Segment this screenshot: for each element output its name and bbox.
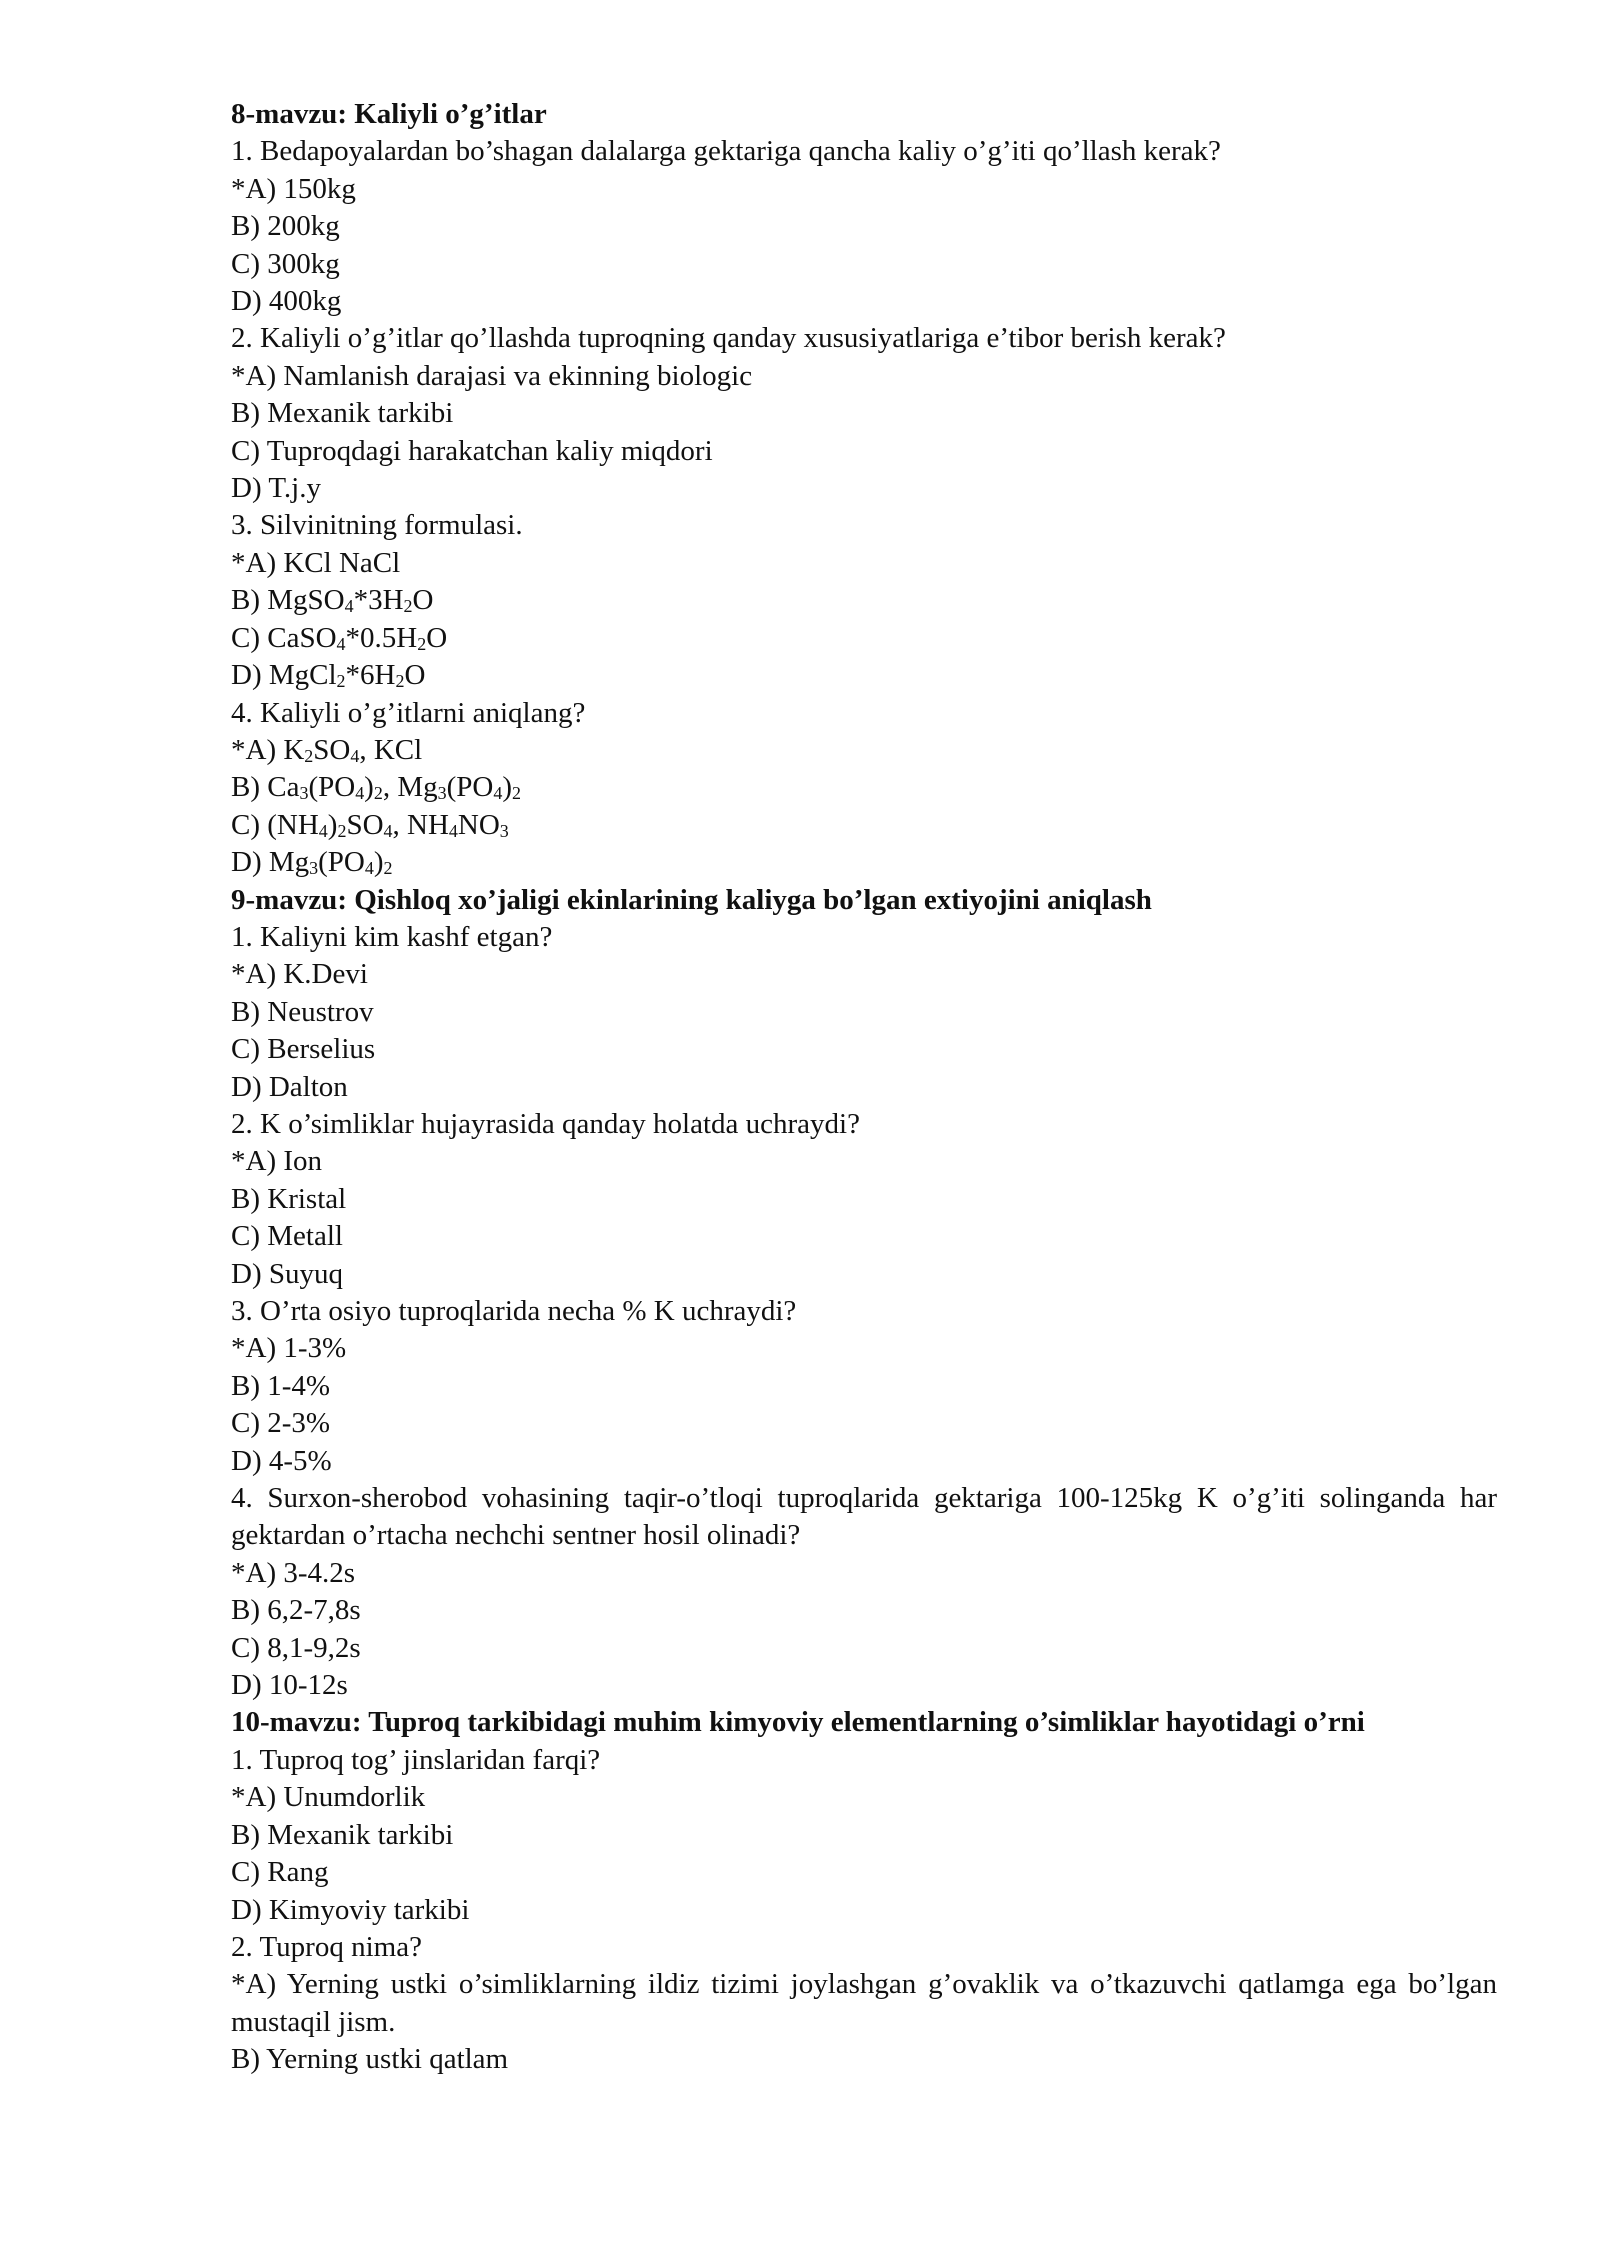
formula-text: C) CaSO bbox=[231, 621, 337, 654]
formula-text: *3H bbox=[353, 584, 404, 617]
answer-option: B) Kristal bbox=[231, 1182, 347, 1215]
answer-option bbox=[231, 807, 1497, 844]
section-heading: 9-mavzu: Qishloq xo’jaligi ekinlarining kaliyga bo’lgan extiyojini aniqlash bbox=[231, 883, 1152, 916]
formula-text: NO bbox=[457, 808, 500, 841]
question-text: 1. Tuproq tog’ jinslaridan farqi? bbox=[231, 1743, 601, 1776]
answer-option: *A) Namlanish darajasi va ekinning biologic bbox=[231, 359, 753, 392]
subscript: 2 bbox=[417, 633, 427, 654]
formula-text: , NH bbox=[392, 808, 449, 841]
formula-text: C) (NH bbox=[231, 808, 319, 841]
subscript: 3 bbox=[299, 783, 309, 804]
formula-text: (PO bbox=[308, 771, 356, 804]
answer-option bbox=[231, 620, 1497, 657]
answer-option: *A) K.Devi bbox=[231, 958, 368, 991]
formula-text: *0.5H bbox=[345, 621, 418, 654]
question-text: 3. O’rta osiyo tuproqlarida necha % K uchraydi? bbox=[231, 1295, 797, 1327]
subscript: 2 bbox=[512, 783, 521, 804]
formula-text: ) bbox=[364, 771, 374, 804]
answer-option: D) 10-12s bbox=[231, 1669, 348, 1702]
subscript: 2 bbox=[383, 858, 393, 879]
formula-text: ) bbox=[373, 846, 384, 879]
answer-option: C) Metall bbox=[231, 1220, 343, 1253]
formula-text: D) Mg bbox=[231, 846, 310, 879]
answer-option: C) 2-3% bbox=[231, 1407, 331, 1440]
formula-text: (PO bbox=[446, 771, 494, 804]
answer-option: D) 400kg bbox=[231, 285, 342, 318]
answer-option bbox=[231, 769, 1497, 806]
subscript: 4 bbox=[318, 820, 328, 841]
question-text: 2. K o’simliklar hujayrasida qanday holatda uchraydi? bbox=[231, 1107, 860, 1140]
formula-text: O bbox=[426, 621, 448, 654]
subscript: 4 bbox=[383, 820, 393, 841]
formula-text: , KCl bbox=[359, 733, 423, 766]
formula-text: *6H bbox=[345, 659, 396, 692]
subscript: 3 bbox=[437, 783, 447, 804]
answer-option: B) 200kg bbox=[231, 210, 340, 243]
formula-text: O bbox=[412, 584, 434, 617]
question-text: 4. Surxon-sherobod vohasining taqir-o’tloqi tuproqlarida gektariga 100-125kg K o’g’iti solinganda har gektardan o’rtacha nechchi sentner hosil olinadi? bbox=[231, 1482, 1497, 1552]
subscript: 2 bbox=[336, 671, 346, 692]
answer-option: C) Tuproqdagi harakatchan kaliy miqdori bbox=[231, 434, 713, 467]
question-text: 1. Bedapoyalardan bo’shagan dalalarga gektariga qancha kaliy o’g’iti qo’llash kerak? bbox=[231, 135, 1221, 168]
answer-option: *A) Unumdorlik bbox=[231, 1781, 426, 1814]
subscript: 2 bbox=[337, 820, 347, 841]
formula-text: B) MgSO bbox=[231, 584, 345, 617]
answer-option: B) Mexanik tarkibi bbox=[231, 397, 454, 430]
answer-option bbox=[231, 732, 1497, 769]
question-text: 2. Tuproq nima? bbox=[231, 1930, 422, 1963]
answer-option: C) Berselius bbox=[231, 1033, 376, 1066]
answer-option: C) 300kg bbox=[231, 247, 340, 280]
answer-option: D) Suyuq bbox=[231, 1257, 343, 1290]
answer-option bbox=[231, 657, 1497, 694]
question-text: 3. Silvinitning formulasi. bbox=[231, 509, 523, 542]
formula-text: (PO bbox=[318, 846, 365, 879]
document-page bbox=[231, 96, 1497, 2079]
subscript: 2 bbox=[395, 671, 405, 692]
subscript: 4 bbox=[355, 783, 365, 804]
answer-option: D) 4-5% bbox=[231, 1444, 332, 1477]
formula-text: *A) K bbox=[231, 733, 305, 766]
answer-option: C) 8,1-9,2s bbox=[231, 1631, 361, 1664]
answer-option: B) 1-4% bbox=[231, 1369, 331, 1402]
question-text: 2. Kaliyli o’g’itlar qo’llashda tuproqning qanday xususiyatlariga e’tibor berish kerak? bbox=[231, 322, 1226, 355]
answer-option: B) Mexanik tarkibi bbox=[231, 1818, 454, 1851]
answer-option: B) Neustrov bbox=[231, 995, 374, 1028]
answer-option: *A) 150kg bbox=[231, 172, 356, 205]
answer-option: *A) Yerning ustki o’simliklarning ildiz tizimi joylashgan g’ovaklik va o’tkazuvchi qatlamga ega bo’lgan mustaqil jism. bbox=[231, 1968, 1497, 2038]
formula-text: B) Ca bbox=[231, 771, 300, 804]
answer-option: B) 6,2-7,8s bbox=[231, 1594, 361, 1627]
formula-text: SO bbox=[346, 808, 384, 841]
answer-option: C) Rang bbox=[231, 1856, 329, 1889]
subscript: 4 bbox=[344, 596, 354, 617]
answer-option: *A) 1-3% bbox=[231, 1332, 347, 1365]
formula-text: O bbox=[404, 659, 426, 692]
formula-text: SO bbox=[313, 733, 351, 766]
answer-option: D) T.j.y bbox=[231, 472, 321, 505]
subscript: 4 bbox=[364, 858, 374, 879]
question-text: 4. Kaliyli o’g’itlarni aniqlang? bbox=[231, 696, 586, 729]
answer-option: B) Yerning ustki qatlam bbox=[231, 2043, 509, 2076]
answer-option: *A) Ion bbox=[231, 1145, 323, 1178]
section-heading: 10-mavzu: Tuproq tarkibidagi muhim kimyoviy elementlarning o’simliklar hayotidagi o’rni bbox=[231, 1706, 1365, 1739]
answer-option: *A) 3-4.2s bbox=[231, 1556, 356, 1589]
answer-option bbox=[231, 582, 1497, 619]
subscript: 4 bbox=[493, 783, 503, 804]
answer-option: *A) KCl NaCl bbox=[231, 546, 401, 579]
subscript: 3 bbox=[309, 858, 319, 879]
subscript: 4 bbox=[448, 820, 458, 841]
formula-text: ) bbox=[327, 808, 338, 841]
section-heading: 8-mavzu: Kaliyli o’g’itlar bbox=[231, 98, 547, 130]
subscript: 2 bbox=[403, 596, 413, 617]
question-text: 1. Kaliyni kim kashf etgan? bbox=[231, 920, 553, 953]
formula-text: , Mg bbox=[382, 771, 438, 804]
subscript: 3 bbox=[499, 820, 509, 841]
answer-option bbox=[231, 844, 1497, 881]
formula-text: ) bbox=[502, 771, 512, 804]
formula-text: D) MgCl bbox=[231, 659, 337, 692]
subscript: 4 bbox=[336, 633, 346, 654]
answer-option: D) Dalton bbox=[231, 1070, 348, 1103]
subscript: 2 bbox=[304, 746, 314, 767]
subscript: 2 bbox=[373, 783, 383, 804]
subscript: 4 bbox=[350, 746, 360, 767]
answer-option: D) Kimyoviy tarkibi bbox=[231, 1893, 470, 1926]
